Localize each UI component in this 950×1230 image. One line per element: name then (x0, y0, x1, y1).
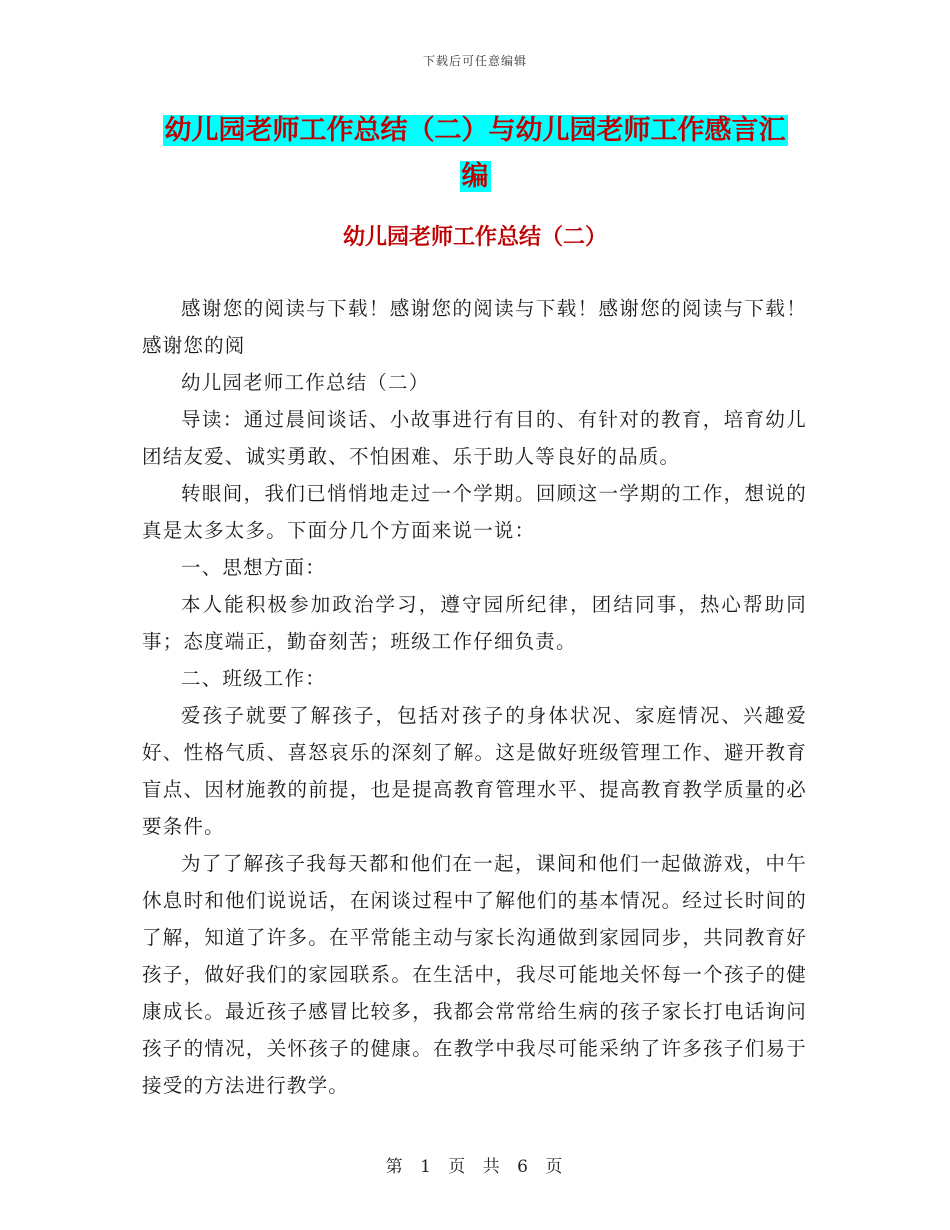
paragraph: 一、思想方面： (181, 556, 326, 579)
document-title-line2: 编 (461, 161, 489, 192)
paragraph: 导读：通过晨间谈话、小故事进行有目的、有针对的教育，培育幼儿团结友爱、诚实勇敢、不怕困难、乐于助人等良好的品质。 (142, 408, 807, 468)
body-text (142, 290, 807, 1104)
document-title (140, 108, 810, 200)
paragraph: 为了了解孩子我每天都和他们在一起，课间和他们一起做游戏，中午休息时和他们说说话，在闲谈过程中了解他们的基本情况。经过长时间的了解，知道了许多。在平常能主动与家长沟通做到家园同步，共同教育好孩子，做好我们的家园联系。在生活中，我尽可能地关怀每一个孩子的健康成长。最近孩子感冒比较多，我都会常常给生病的孩子家长打电话询问孩子的情况，关怀孩子的健康。在教学中我尽可能采纳了许多孩子们易于接受的方法进行教学。 (142, 852, 807, 1097)
paragraph: 幼儿园老师工作总结（二） (181, 371, 430, 394)
page-number: 第 1 页 共 6 页 (385, 1157, 565, 1177)
paragraph: 二、班级工作： (181, 667, 326, 690)
paragraph: 转眼间，我们已悄悄地走过一个学期。回顾这一学期的工作，想说的真是太多太多。下面分几个方面来说一说： (142, 482, 807, 542)
paragraph: 本人能积极参加政治学习，遵守园所纪律，团结同事，热心帮助同事；态度端正，勤奋刻苦；班级工作仔细负责。 (142, 593, 807, 653)
header-note: 下载后可任意编辑 (422, 54, 527, 68)
paragraph: 爱孩子就要了解孩子，包括对孩子的身体状况、家庭情况、兴趣爱好、性格气质、喜怒哀乐的深刻了解。这是做好班级管理工作、避开教育盲点、因材施教的前提，也是提高教育管理水平、提高教育教学质量的必要条件。 (142, 704, 807, 838)
paragraph: 感谢您的阅读与下载！感谢您的阅读与下载！感谢您的阅读与下载！感谢您的阅 (142, 297, 807, 357)
document-title-line1: 幼儿园老师工作总结（二）与幼儿园老师工作感言汇 (164, 115, 786, 146)
section-title: 幼儿园老师工作总结（二） (342, 224, 607, 250)
